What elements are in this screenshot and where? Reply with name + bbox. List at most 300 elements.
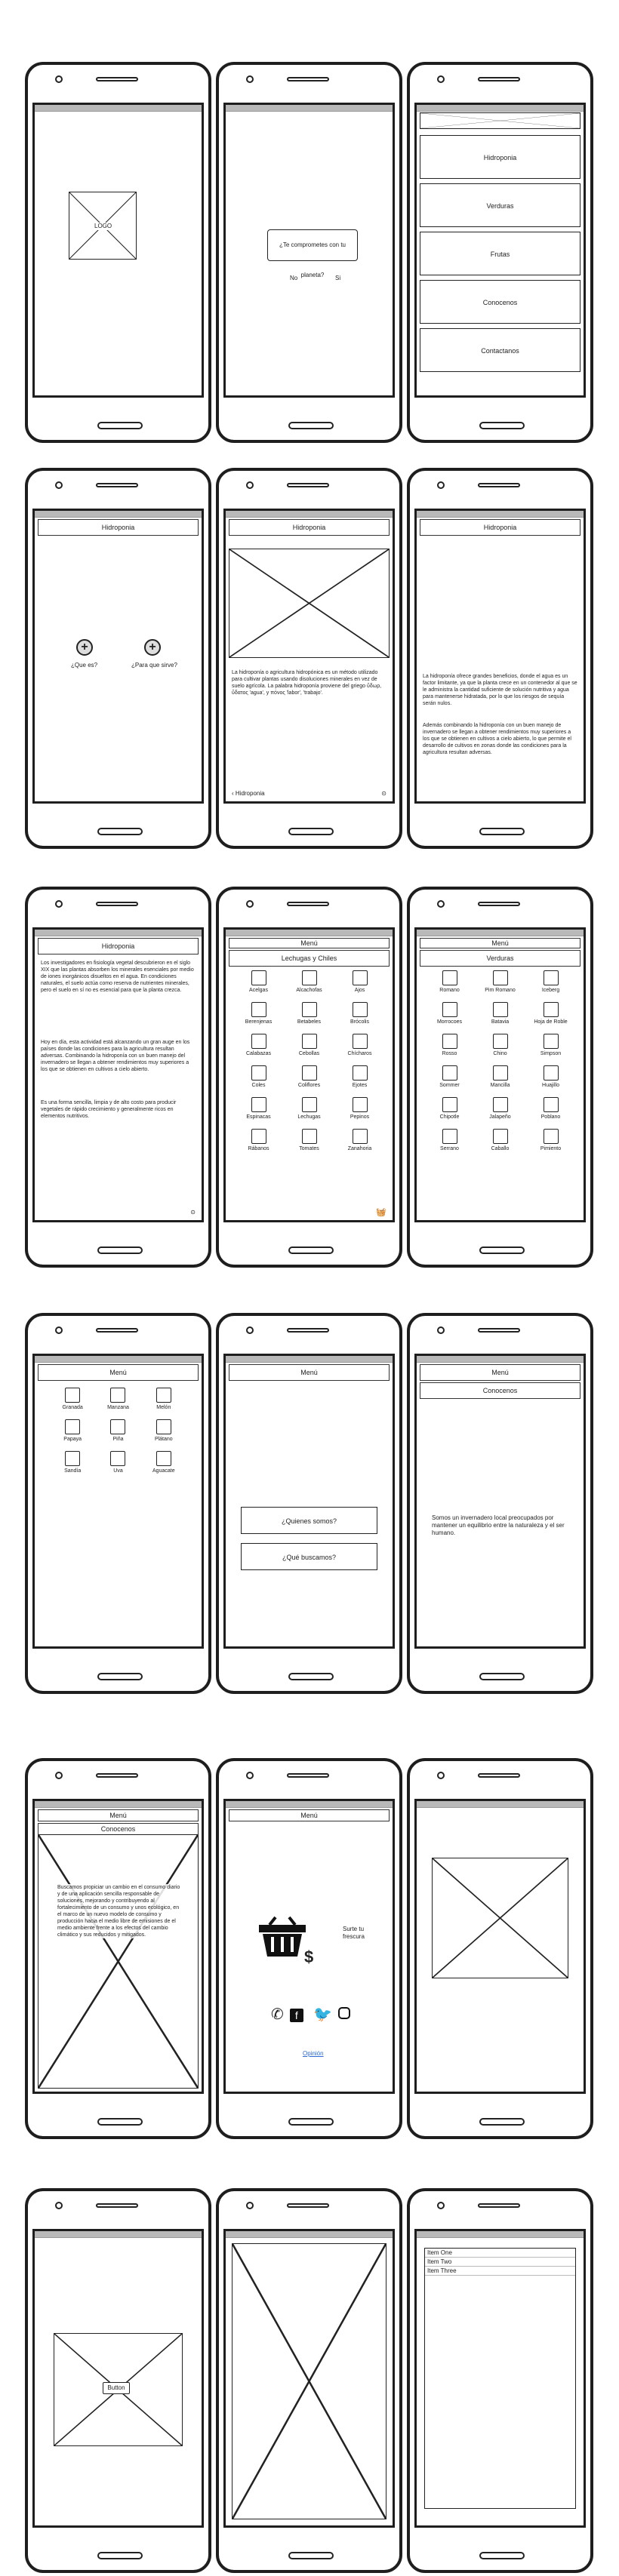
phone-hidro-benefits (407, 468, 593, 849)
item-icon (302, 970, 317, 985)
camera (437, 1772, 445, 1779)
screen (414, 1799, 586, 2094)
status-bar (35, 1801, 202, 1808)
category-contactanos[interactable]: Contactanos (420, 328, 581, 372)
grid-item[interactable] (475, 1127, 525, 1159)
image-placeholder (232, 2243, 386, 2519)
camera (246, 900, 254, 908)
phone-icon[interactable]: ✆ (271, 2006, 290, 2023)
item-icon (156, 1451, 171, 1466)
item-icon (156, 1388, 171, 1403)
benefits-text-2: Además combinando la hidroponía con un buen manejo de invernadero se llegan a obtener rendimientos muy superiores a los que se obtienen en cultivos a cielo abierto, lo que permite el desarrollo de cultivos en zonas donde las condiciones para la agricultura resultan adversas. (423, 723, 571, 755)
fruit-grid (50, 1386, 186, 1481)
status-bar (226, 1801, 393, 1808)
item-icon (353, 970, 368, 985)
grid-item[interactable] (424, 1032, 475, 1064)
logo-label: LOGO (94, 223, 112, 229)
item-icon (442, 1002, 457, 1017)
image-placeholder (432, 1858, 568, 1978)
grid-item[interactable] (141, 1418, 186, 1449)
item-icon (251, 1002, 266, 1017)
phone-about-menu (216, 1313, 402, 1694)
item-icon (353, 1097, 368, 1112)
item-icon (493, 970, 508, 985)
item-label: Serrano (440, 1146, 459, 1151)
home-button[interactable] (479, 1673, 525, 1680)
footer-label: Hidroponia (235, 790, 265, 797)
grid-item[interactable] (334, 1032, 385, 1064)
status-bar (35, 511, 202, 518)
home-button[interactable] (288, 1247, 334, 1254)
item-label: Betabeles (297, 1019, 322, 1025)
camera (437, 75, 445, 83)
page-title: Hidroponia (38, 938, 199, 954)
grid-item[interactable] (475, 1064, 525, 1096)
benefits-text-1: La hidroponía ofrece grandes beneficios, donde el agua es un factor limitante, ya que la planta crece en un contenedor al que se le administra la cantidad suficiente de solución nutritiva y agua para mantenerse hidratada, por lo que los riesgos de sequía serán nulos. (423, 674, 577, 706)
status-bar (35, 930, 202, 936)
grid-item[interactable] (334, 1064, 385, 1096)
home-button[interactable] (97, 1673, 143, 1680)
item-label: Zanahoria (347, 1146, 372, 1151)
item-label: Brócolis (350, 1019, 369, 1025)
dollar-icon: $ (304, 1947, 314, 1966)
who-button[interactable]: ¿Quienes somos? (241, 1507, 377, 1534)
grid-item[interactable] (50, 1418, 95, 1449)
grid-item[interactable] (284, 1032, 334, 1064)
camera (246, 1772, 254, 1779)
item-label: Iceberg (541, 988, 560, 993)
item-icon (353, 1002, 368, 1017)
item-icon (493, 1034, 508, 1049)
question-dialog: ¿Te comprometes con tu planeta? (267, 229, 358, 261)
item-icon (353, 1065, 368, 1081)
screen (414, 927, 586, 1222)
speaker (478, 483, 520, 487)
screen (414, 1354, 586, 1649)
camera (437, 481, 445, 489)
veg-grid (424, 969, 576, 1159)
screen (223, 927, 395, 1222)
speaker (96, 1773, 138, 1778)
no-button[interactable]: No (290, 275, 298, 281)
item-icon (302, 1129, 317, 1144)
item-label: Pimiento (540, 1146, 562, 1151)
item-icon (353, 1034, 368, 1049)
item-label: Romano (439, 988, 460, 993)
grid-item[interactable] (525, 969, 576, 1001)
item-label: Rosso (442, 1051, 457, 1056)
history-p3: Es una forma sencilla, limpia y de alto costo para producir vegetales de rápido crecimiento y generalmente ricos en elementos nutritivos. (41, 1100, 177, 1119)
item-icon (442, 1034, 457, 1049)
grid-item[interactable] (525, 1064, 576, 1096)
page-title: Hidroponia (38, 519, 199, 536)
grid-item[interactable] (475, 969, 525, 1001)
category-conocenos[interactable]: Conocenos (420, 280, 581, 324)
grid-item[interactable] (233, 1001, 284, 1032)
grid-item[interactable] (525, 1001, 576, 1032)
about-text: Somos un invernadero local preocupados por mantener un equilibrio entre la naturaleza y el ser humano. (432, 1514, 565, 1536)
item-label: Batavia (491, 1019, 510, 1025)
item-icon (544, 1097, 559, 1112)
facebook-icon[interactable]: f (290, 2009, 303, 2022)
phone-seek (25, 1758, 211, 2139)
category-hidroponia[interactable]: Hidroponia (420, 135, 581, 179)
grid-item[interactable] (334, 1001, 385, 1032)
item-label: Chipotle (439, 1114, 460, 1120)
item-label: Morrocoes (436, 1019, 463, 1025)
status-bar (417, 1356, 584, 1363)
screen (32, 1799, 204, 2094)
grid-item[interactable] (50, 1449, 95, 1481)
item-label: Aguacate (152, 1468, 175, 1474)
grid-item[interactable] (284, 1127, 334, 1159)
home-button[interactable] (97, 422, 143, 429)
screen (32, 927, 204, 1222)
item-icon (302, 1002, 317, 1017)
grid-item[interactable] (233, 1032, 284, 1064)
home-button[interactable] (479, 422, 525, 429)
camera (55, 1326, 63, 1334)
header-image-placeholder (420, 112, 581, 129)
page-title: Hidroponia (420, 519, 581, 536)
item-label: Alcachofas (296, 988, 322, 993)
speaker (478, 1328, 520, 1333)
screen (223, 1354, 395, 1649)
action-button[interactable]: Button (103, 2382, 130, 2394)
history-p2: Hoy en día, esta actividad está alcanzando un gran auge en los países donde las condiciones para la agricultura resultan adversas. Combinando la hidroponía con un buen manejo del invernadero se llegan a obtener rendimientos muy superiores a los que se obtienen en cultivos a cielo abierto. (41, 1040, 190, 1072)
item-icon (493, 1129, 508, 1144)
item-icon (493, 1002, 508, 1017)
page-title: Lechugas y Chiles (229, 950, 390, 967)
item-label: Papaya (63, 1437, 82, 1442)
item-label: Uva (113, 1468, 123, 1474)
screen (32, 1354, 204, 1649)
item-icon (493, 1065, 508, 1081)
grid-item[interactable] (475, 1096, 525, 1127)
camera (437, 900, 445, 908)
grid-item[interactable] (95, 1386, 140, 1418)
camera (246, 481, 254, 489)
grid-item[interactable] (525, 1127, 576, 1159)
menu-bar[interactable]: Menú (229, 938, 390, 948)
page-title: Hidroponia (229, 519, 390, 536)
item-icon (110, 1451, 125, 1466)
item-icon (302, 1065, 317, 1081)
home-button[interactable] (288, 2552, 334, 2559)
screen (223, 1799, 395, 2094)
grid-item[interactable] (95, 1449, 140, 1481)
speaker (96, 902, 138, 906)
phone-question (216, 62, 402, 443)
item-label: Ejotes (352, 1083, 368, 1088)
status-bar (35, 105, 202, 112)
menu-bar[interactable]: Menú (38, 1809, 199, 1821)
status-bar (417, 1801, 584, 1808)
item-icon (442, 970, 457, 985)
speaker (287, 1328, 329, 1333)
item-icon (65, 1419, 80, 1434)
item-icon (544, 1129, 559, 1144)
grid-item[interactable] (334, 1096, 385, 1127)
grid-item[interactable] (233, 1127, 284, 1159)
item-icon (251, 970, 266, 985)
grid-item[interactable] (424, 1064, 475, 1096)
item-label: Piña (112, 1437, 124, 1442)
item-label: Berenjenas (245, 1019, 273, 1025)
camera (55, 481, 63, 489)
category-verduras[interactable]: Verduras (420, 183, 581, 227)
grid-item[interactable] (141, 1386, 186, 1418)
screen (414, 2229, 586, 2528)
grid-item[interactable] (284, 1096, 334, 1127)
why-plus-icon[interactable]: + (144, 639, 161, 656)
speaker (96, 2203, 138, 2208)
grid-item[interactable] (334, 1127, 385, 1159)
yes-button[interactable]: Si (335, 275, 341, 281)
speaker (478, 902, 520, 906)
item-label: Rábanos (248, 1146, 269, 1151)
history-p1: Los investigadores en fisiología vegetal descubrieron en el siglo XIX que las plantas absorben los minerales esenciales por medio de iones inorgánicos disueltos en el agua. En condiciones naturales, el suelo actúa como reserva de nutrientes minerales, pero el suelo en sí no es esencial para que la planta crezca. (41, 961, 194, 993)
home-button[interactable] (479, 1247, 525, 1254)
seek-text: Buscamos propiciar un cambio en el consumo diario y de una aplicación sencilla responsable de soluciones, mejorando y contribuyendo al fortalecimiento de un consumo y unos ecológico, en el marco de un nuevo modelo de consumo y producción hacia el medio libre de emisiones de el medio ambiente frente a los efectos del cambio climático y sus reducidos y mitigados. (57, 1884, 183, 1938)
item-list (424, 2248, 576, 2509)
camera (55, 900, 63, 908)
info-icon[interactable]: ⊙ (381, 790, 386, 797)
item-icon (544, 1034, 559, 1049)
phone-shop (216, 1758, 402, 2139)
menu-bar[interactable]: Menú (38, 1364, 199, 1381)
item-label: Ajos (354, 988, 365, 993)
item-icon (251, 1129, 266, 1144)
speaker (96, 483, 138, 487)
grid-item[interactable] (233, 1096, 284, 1127)
camera (246, 75, 254, 83)
item-label: Melón (156, 1405, 171, 1410)
why-label[interactable]: ¿Para que sirve? (131, 662, 177, 669)
home-button[interactable] (97, 2552, 143, 2559)
menu-bar[interactable]: Menú (420, 938, 581, 948)
screen (223, 2229, 395, 2528)
list-item[interactable]: Item Three (425, 2267, 575, 2276)
home-button[interactable] (97, 828, 143, 835)
item-label: Manzana (107, 1405, 129, 1410)
menu-bar[interactable]: Menú (229, 1364, 390, 1381)
speaker (287, 2203, 329, 2208)
item-icon (302, 1034, 317, 1049)
logo-placeholder (69, 192, 137, 260)
phone-verduras (407, 887, 593, 1268)
item-label: Cebollas (298, 1051, 320, 1056)
phone-button (25, 2188, 211, 2573)
status-bar (226, 511, 393, 518)
home-button[interactable] (288, 2118, 334, 2126)
speaker (478, 1773, 520, 1778)
phone-image (407, 1758, 593, 2139)
item-icon (544, 1002, 559, 1017)
item-label: Chícharos (347, 1051, 372, 1056)
grid-item[interactable] (284, 1001, 334, 1032)
item-icon (493, 1097, 508, 1112)
speaker (478, 2203, 520, 2208)
item-label: Sommer (439, 1083, 460, 1088)
intro-text: La hidroponía o agricultura hidropónica es un método utilizado para cultivar plantas usando disoluciones minerales en vez de suelo agrícola. La palabra hidroponía proviene del griego ὕδωρ, ὕδατος 'agua', y πόνος 'labor', 'trabajo'. (232, 670, 382, 696)
item-icon (65, 1451, 80, 1466)
phone-hidro-intro (216, 468, 402, 849)
home-button[interactable] (97, 1247, 143, 1254)
basket-dollar-icon (256, 1914, 314, 1967)
item-icon (156, 1419, 171, 1434)
what-plus-icon[interactable]: + (76, 639, 93, 656)
item-icon (110, 1419, 125, 1434)
item-icon (251, 1097, 266, 1112)
status-bar (417, 511, 584, 518)
phone-hidro-menu (25, 468, 211, 849)
item-label: Lechugas (297, 1114, 321, 1120)
screen (414, 509, 586, 804)
item-icon (353, 1129, 368, 1144)
grid-item[interactable] (50, 1386, 95, 1418)
item-label: Plátano (154, 1437, 173, 1442)
grid-item[interactable] (424, 1127, 475, 1159)
grid-item[interactable] (141, 1449, 186, 1481)
status-bar (417, 2231, 584, 2238)
item-label: Granada (62, 1405, 83, 1410)
speaker (96, 77, 138, 81)
phone-lettuce (216, 887, 402, 1268)
screen (223, 103, 395, 398)
item-icon (544, 970, 559, 985)
item-icon (251, 1034, 266, 1049)
item-icon (65, 1388, 80, 1403)
item-label: Tomates (299, 1146, 319, 1151)
item-label: Pepinos (350, 1114, 370, 1120)
home-button[interactable] (479, 2552, 525, 2559)
item-label: Caballo (491, 1146, 510, 1151)
grid-item[interactable] (284, 969, 334, 1001)
instagram-icon[interactable] (338, 2007, 350, 2019)
home-button[interactable] (288, 1673, 334, 1680)
item-label: Coles (251, 1083, 266, 1088)
item-label: Sandía (64, 1468, 82, 1474)
home-button[interactable] (288, 422, 334, 429)
screen (32, 2229, 204, 2528)
grid-item[interactable] (334, 969, 385, 1001)
grid-item[interactable] (233, 969, 284, 1001)
grid-item[interactable] (475, 1032, 525, 1064)
item-icon (442, 1065, 457, 1081)
grid-item[interactable] (233, 1064, 284, 1096)
page-title: Verduras (420, 950, 581, 967)
background-image-placeholder (38, 1834, 199, 2089)
screen (32, 103, 204, 398)
grid-item[interactable] (424, 969, 475, 1001)
grid-item[interactable] (95, 1418, 140, 1449)
status-bar (417, 105, 584, 112)
speaker (478, 77, 520, 81)
camera (55, 1772, 63, 1779)
shop-text: Surte tu frescura (343, 1926, 365, 1940)
item-icon (442, 1129, 457, 1144)
item-icon (302, 1097, 317, 1112)
item-label: Calabazas (245, 1051, 272, 1056)
speaker (287, 483, 329, 487)
grid-item[interactable] (424, 1001, 475, 1032)
grid-item[interactable] (525, 1032, 576, 1064)
grid-item[interactable] (424, 1096, 475, 1127)
item-label: Espinacas (246, 1114, 271, 1120)
item-label: Mancilla (490, 1083, 510, 1088)
item-label: Acelgas (249, 988, 268, 993)
home-button[interactable] (479, 2118, 525, 2126)
item-label: Simpson (540, 1051, 562, 1056)
item-icon (544, 1065, 559, 1081)
item-icon (442, 1097, 457, 1112)
phone-fruits (25, 1313, 211, 1694)
twitter-icon[interactable]: 🐦 (313, 2006, 339, 2023)
opinion-link[interactable]: Opinión (303, 2050, 324, 2057)
home-button[interactable] (97, 2118, 143, 2126)
menu-bar[interactable]: Menú (229, 1809, 390, 1821)
social-row (271, 2005, 350, 2024)
camera (437, 1326, 445, 1334)
speaker (287, 77, 329, 81)
item-label: Pim Romano (485, 988, 516, 993)
home-button[interactable] (479, 828, 525, 835)
what-label[interactable]: ¿Que es? (71, 662, 98, 669)
item-label: Huajillo (542, 1083, 559, 1088)
item-label: Chino (493, 1051, 507, 1056)
list-item[interactable]: Item Two (425, 2258, 575, 2267)
phone-categories (407, 62, 593, 443)
item-icon (110, 1388, 125, 1403)
info-icon[interactable]: ⊙ (190, 1209, 196, 1216)
phone-about (407, 1313, 593, 1694)
lettuce-grid (233, 969, 385, 1159)
phone-list (407, 2188, 593, 2573)
status-bar (226, 2231, 393, 2238)
home-button[interactable] (288, 828, 334, 835)
item-icon (251, 1065, 266, 1081)
item-label: Coliflores (297, 1083, 321, 1088)
page-title: Conocenos (420, 1382, 581, 1399)
phone-hidro-history (25, 887, 211, 1268)
status-bar (226, 105, 393, 112)
list-item[interactable]: Item One (425, 2249, 575, 2258)
basket-icon[interactable]: 🧺 (376, 1208, 386, 1217)
category-frutas[interactable]: Frutas (420, 232, 581, 275)
back-link[interactable]: ‹ Hidroponia (232, 790, 265, 797)
item-label: Hoja de Roble (534, 1019, 568, 1025)
speaker (96, 1328, 138, 1333)
screen (32, 509, 204, 804)
grid-item[interactable] (525, 1096, 576, 1127)
what-seek-button[interactable]: ¿Qué buscamos? (241, 1543, 377, 1570)
grid-item[interactable] (475, 1001, 525, 1032)
screen (414, 103, 586, 398)
menu-bar[interactable]: Menú (420, 1364, 581, 1381)
speaker (287, 902, 329, 906)
camera (246, 2202, 254, 2209)
status-bar (417, 930, 584, 936)
grid-item[interactable] (284, 1064, 334, 1096)
camera (437, 2202, 445, 2209)
camera (55, 75, 63, 83)
status-bar (226, 930, 393, 936)
image-placeholder (229, 549, 390, 658)
speaker (287, 1773, 329, 1778)
screen (223, 509, 395, 804)
status-bar (226, 1356, 393, 1363)
